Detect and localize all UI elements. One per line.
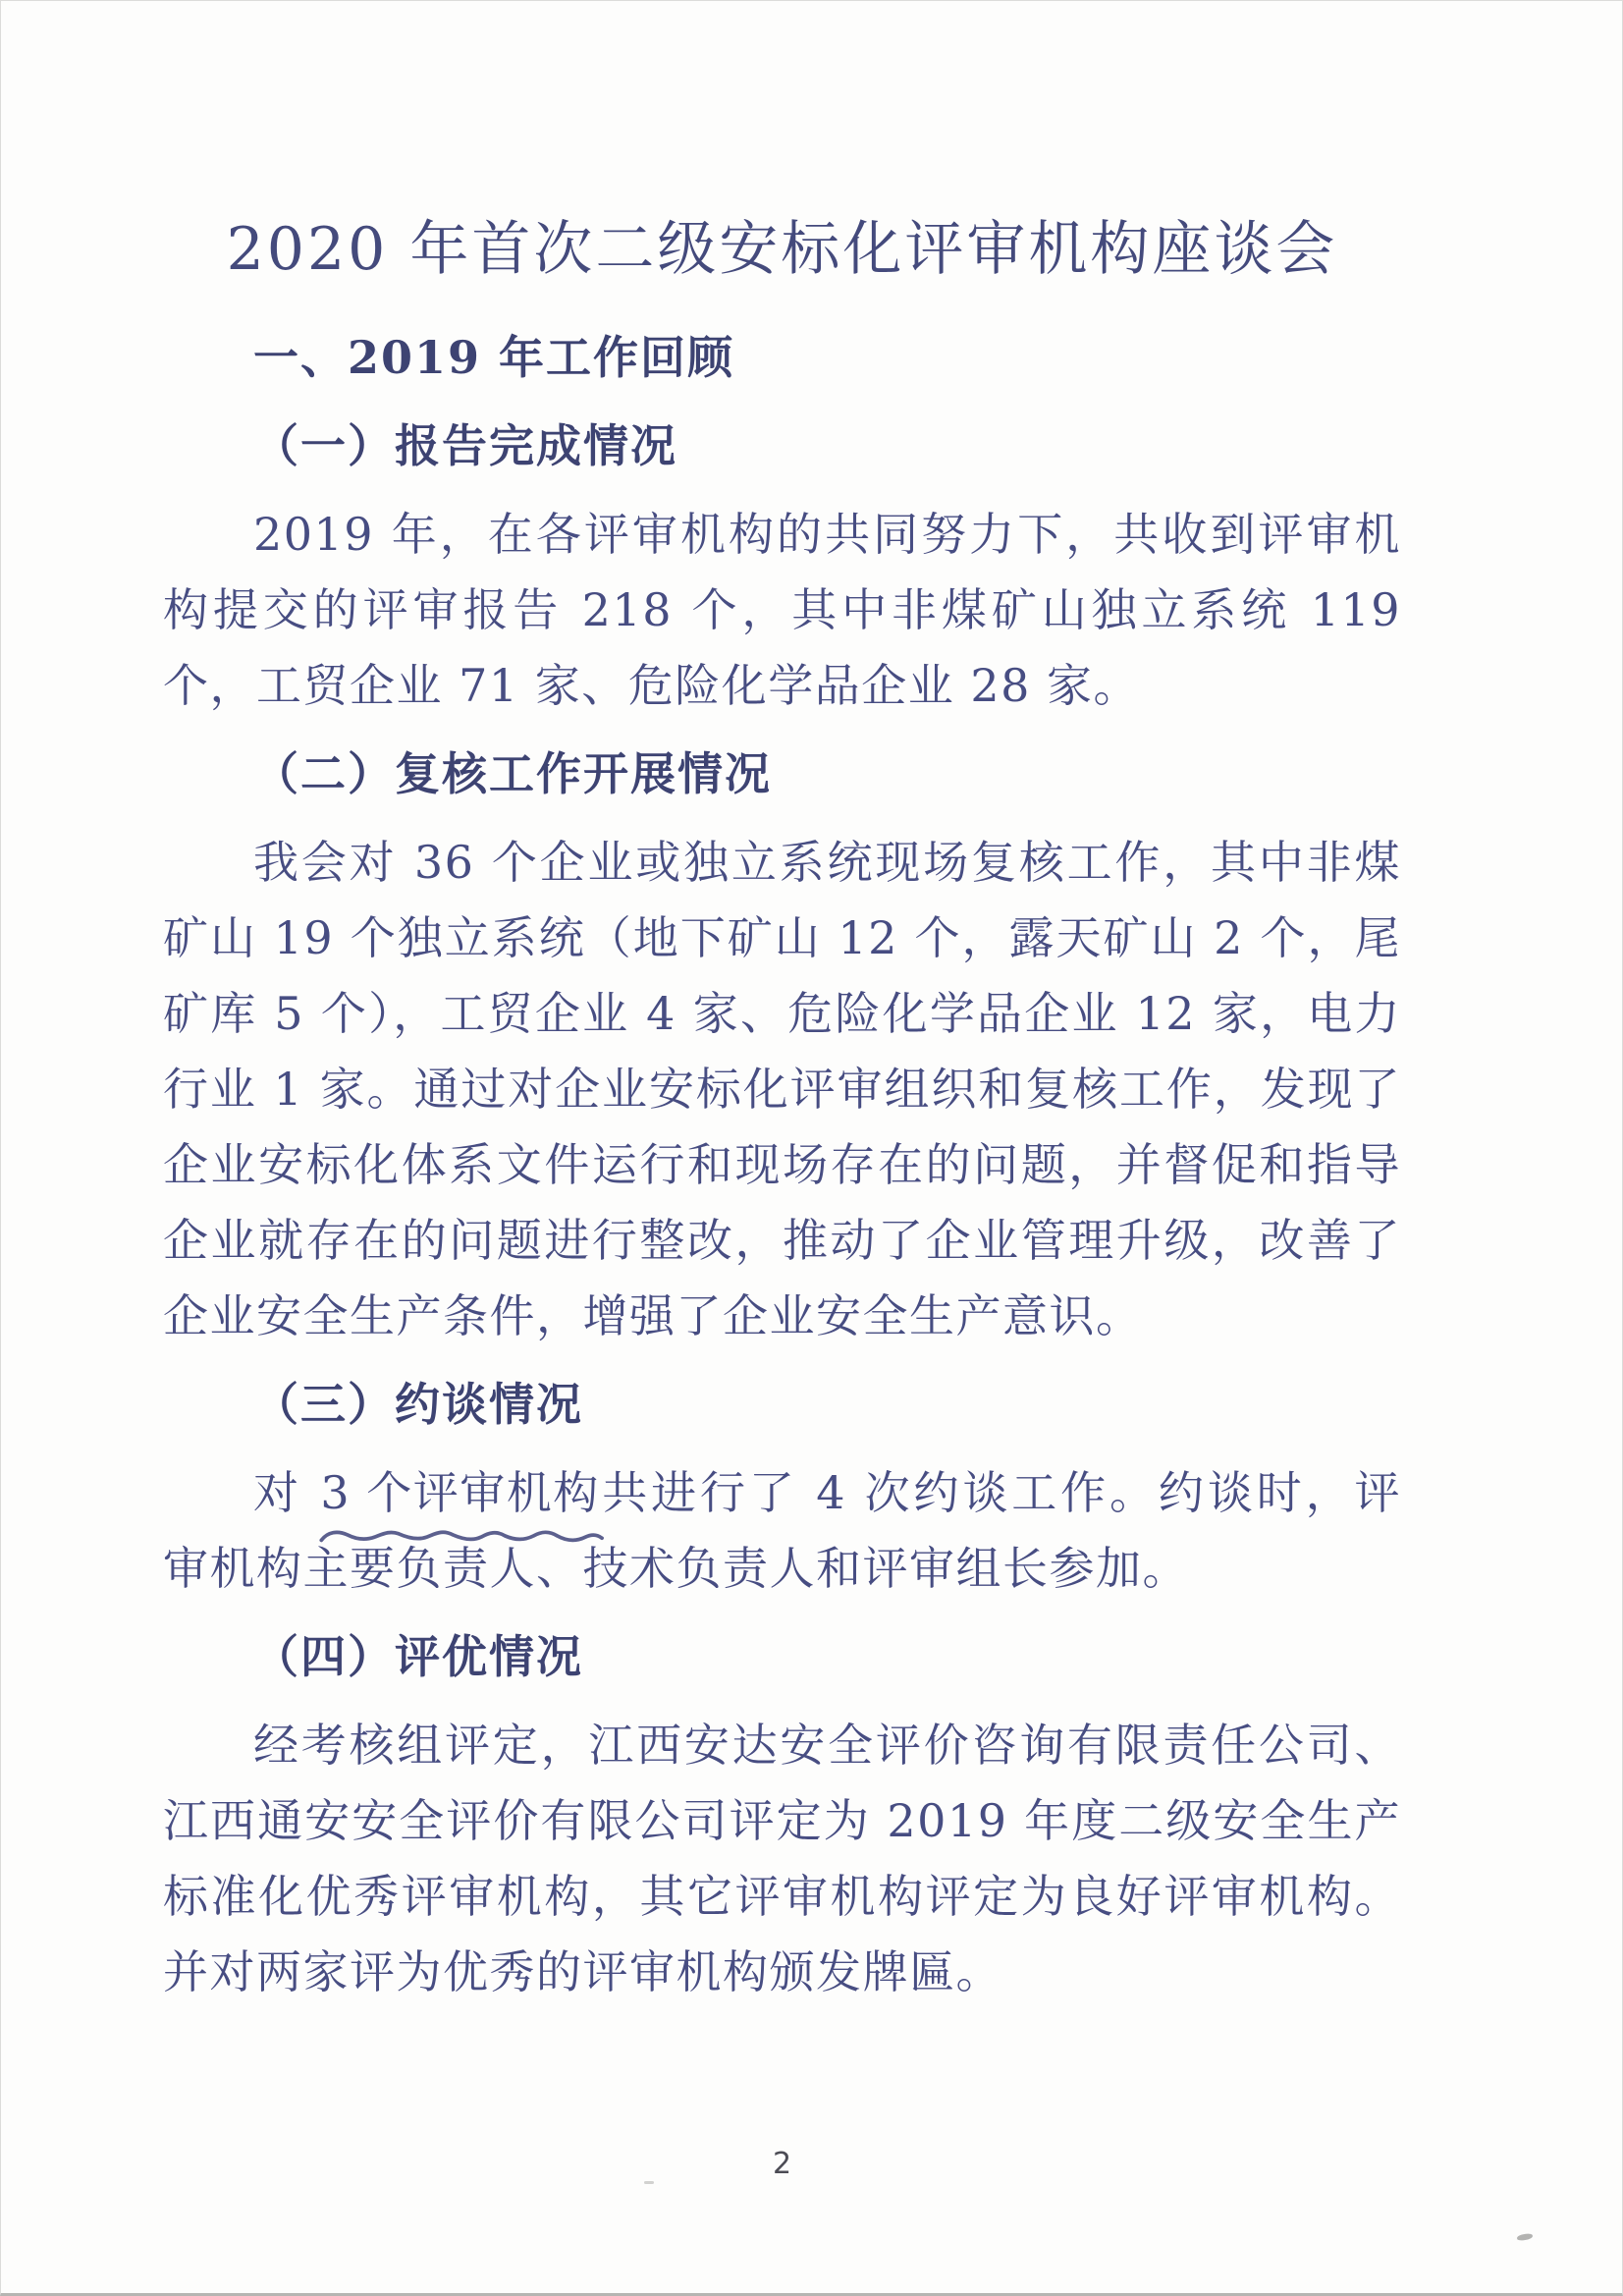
section-evaluation xyxy=(163,1619,1401,2010)
scan-artifact-smudge xyxy=(1517,2233,1534,2241)
page-number: 2 xyxy=(772,2147,792,2181)
subsection-heading-interview: （三）约谈情况 xyxy=(253,1378,583,1431)
paragraph-interview-rest: 共进行了 4 次约谈工作。约谈时，评审机构主要负责人、技术负责人和评审组长参加。 xyxy=(163,1466,1402,1595)
section-heading-2019-review: 一、2019 年工作回顾 xyxy=(253,331,735,384)
paragraph-recheck-work: 我会对 36 个企业或独立系统现场复核工作，其中非煤矿山 19 个独立系统（地下矿山 12 个，露天矿山 2 个，尾矿库 5 个），工贸企业 4 家、危险化学品企业 12 家，电力行业 1 家。通过对企业安标化评审组织和复核工作，发现了企业安标化体系文件运行和现场存在的问题，并督促和指导企业就存在的问题进行整改，推动了企业管理升级，改善了企业安全生产条件，增强了企业安全生产意识。 xyxy=(163,836,1401,1342)
wavy-underlined-text: 3 个评审机构 xyxy=(320,1466,600,1519)
section-report-completion xyxy=(163,409,1401,724)
page-body xyxy=(1,1,1622,2191)
subsection-heading-recheck-work: （二）复核工作开展情况 xyxy=(253,747,772,800)
paragraph-interview xyxy=(163,1455,1401,1607)
subsection-heading-report-completion: （一）报告完成情况 xyxy=(253,419,677,472)
paragraph-evaluation: 经考核组评定，江西安达安全评价咨询有限责任公司、江西通安安全评价有限公司评定为 2019 年度二级安全生产标准化优秀评审机构，其它评审机构评定为良好评审机构。并对两家评为优秀的评审机构颁发牌匾。 xyxy=(163,1719,1401,1998)
subsection-heading-evaluation: （四）评优情况 xyxy=(253,1630,583,1683)
paragraph-report-completion: 2019 年，在各评审机构的共同努力下，共收到评审机构提交的评审报告 218 个，其中非煤矿山独立系统 119 个，工贸企业 71 家、危险化学品企业 28 家。 xyxy=(163,508,1401,712)
section-interview xyxy=(163,1367,1401,1607)
wavy-underlined-phrase xyxy=(320,1455,599,1531)
paragraph-interview-lead: 对 xyxy=(253,1466,321,1519)
document-title: 2020 年首次二级安标化评审机构座谈会 xyxy=(226,215,1338,284)
section-recheck-work xyxy=(163,737,1401,1354)
scan-artifact-dash xyxy=(644,2181,654,2184)
